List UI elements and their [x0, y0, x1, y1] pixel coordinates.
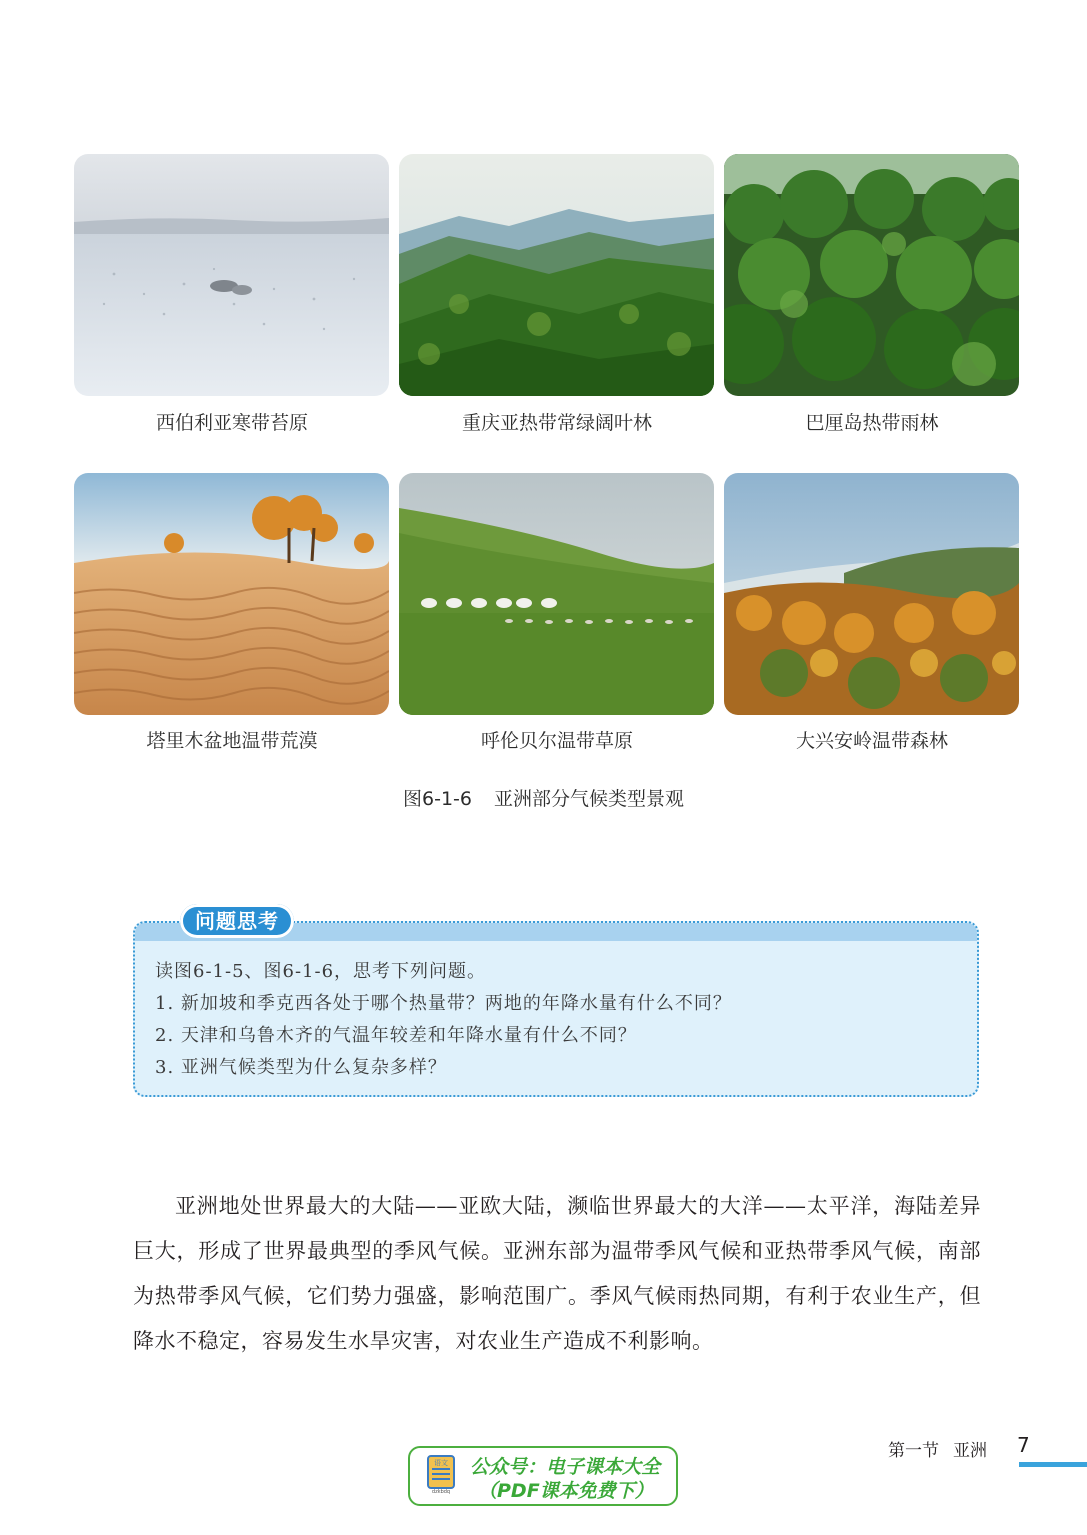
think-question: 1. 新加坡和季克西各处于哪个热量带？两地的年降水量有什么不同？: [155, 993, 732, 1014]
photo-siberia-tundra: [74, 154, 389, 396]
think-question: 2. 天津和乌鲁木齐的气温年较差和年降水量有什么不同？: [155, 1025, 637, 1046]
photo-bali-rainforest: [724, 154, 1019, 396]
watermark-line2: （PDF课本免费下）: [478, 1480, 654, 1502]
svg-text:dzkbdq: dzkbdq: [431, 1489, 451, 1494]
footer-section: 第一节: [888, 1441, 939, 1461]
think-tag: 问题思考: [180, 904, 294, 938]
svg-text:语文: 语文: [434, 1459, 448, 1467]
watermark-line1: 公众号：电子课本大全: [470, 1456, 661, 1478]
page-number: 7: [1017, 1433, 1030, 1457]
think-questions: [155, 956, 965, 1084]
photo-tarim-desert: [74, 473, 389, 715]
think-question: 3. 亚洲气候类型为什么复杂多样？: [155, 1057, 447, 1078]
photo-caption: 西伯利亚寒带苔原: [155, 412, 308, 434]
book-icon: [426, 1454, 456, 1494]
figure-number: 图6-1-6: [403, 788, 472, 810]
figure-caption: [0, 784, 1087, 811]
footer-chapter: 亚洲: [953, 1441, 987, 1461]
photo-hulunbuir-grassland: [399, 473, 714, 715]
body-paragraph: 亚洲地处世界最大的大陆——亚欧大陆，濒临世界最大的大洋——太平洋，海陆差异巨大，形成了世界最典型的季风气候。亚洲东部为温带季风气候和亚热带季风气候，南部为热带季风气候，它们势力强盛，影响范围广。季风气候雨热同期，有利于农业生产，但降水不稳定，容易发生水旱灾害，对农业生产造成不利影响。: [133, 1194, 981, 1353]
photo-caption: 呼伦贝尔温带草原: [480, 730, 633, 752]
figure-title: 亚洲部分气候类型景观: [493, 788, 684, 810]
page-number-bar: [1019, 1462, 1087, 1467]
photo-caption: 塔里木盆地温带荒漠: [146, 730, 318, 752]
think-intro: 读图6-1-5、图6-1-6，思考下列问题。: [155, 961, 487, 982]
photo-caption: 重庆亚热带常绿阔叶林: [461, 412, 652, 434]
watermark-badge: [408, 1446, 678, 1506]
footer-section-label: [888, 1436, 987, 1461]
photo-caption: 巴厘岛热带雨林: [805, 412, 939, 434]
photo-daxinganling-forest: [724, 473, 1019, 715]
photo-caption: 大兴安岭温带森林: [795, 730, 948, 752]
photo-chongqing-forest: [399, 154, 714, 396]
